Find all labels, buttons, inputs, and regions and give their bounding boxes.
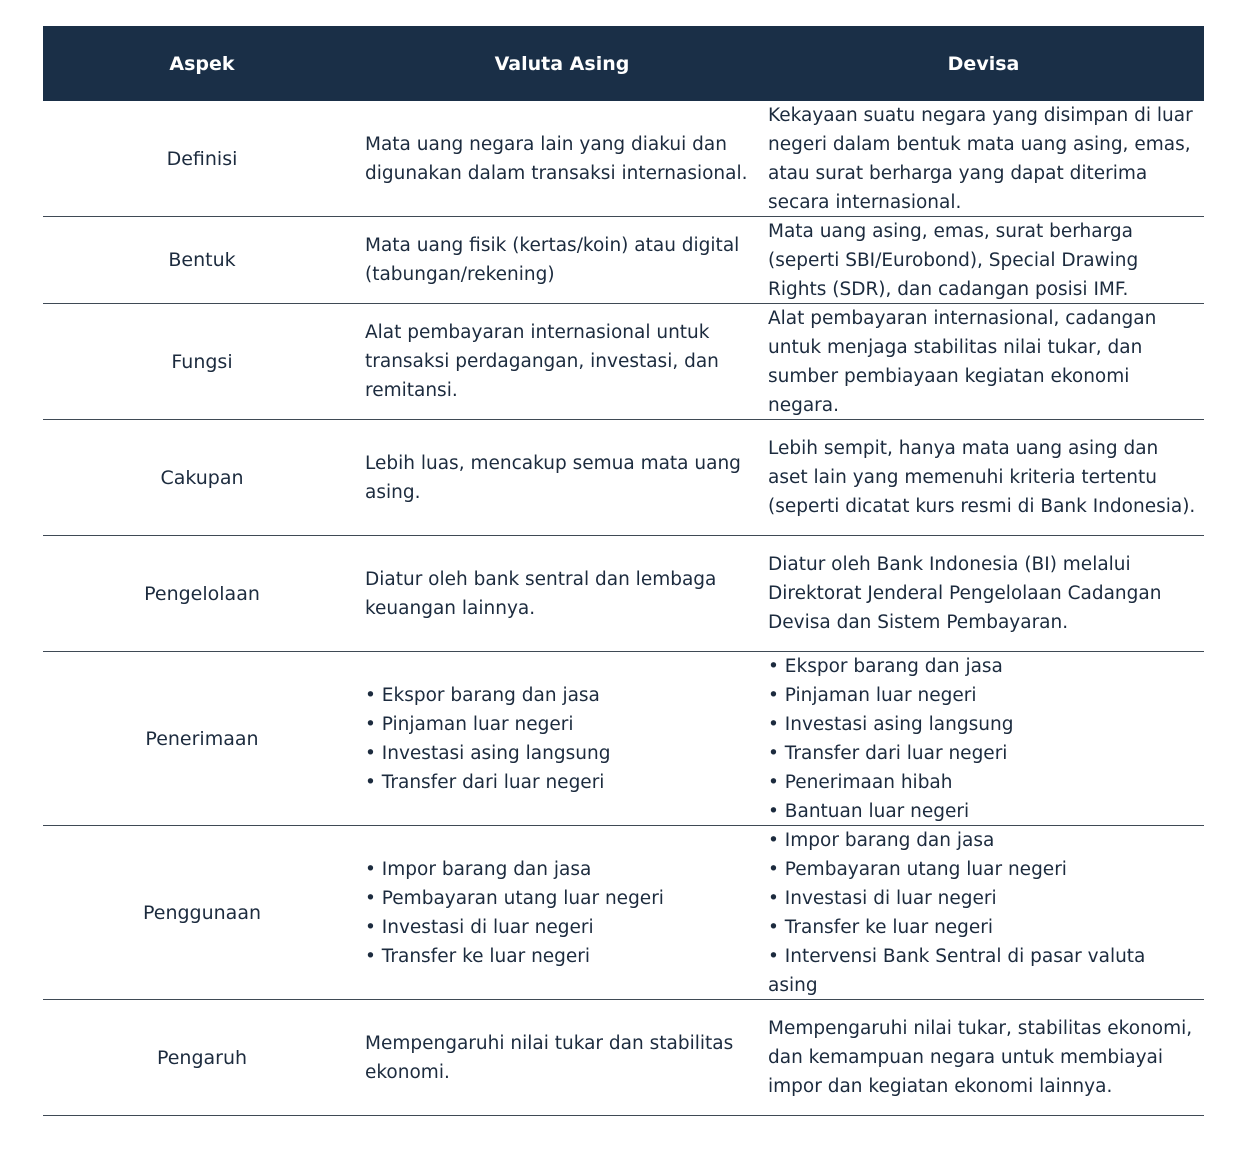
list-item: • Pembayaran utang luar negeri [365, 884, 664, 913]
table-row-pengaruh [43, 1000, 1204, 1116]
cell-devisa: Kekayaan suatu negara yang disimpan di luar negeri dalam bentuk mata uang asing, emas, atau surat berharga yang dapat diterima secara internasional. [768, 104, 1193, 213]
table-row-fungsi [43, 304, 1204, 420]
cell-devisa: Alat pembayaran internasional, cadangan untuk menjaga stabilitas nilai tukar, dan sumber pembiayaan kegiatan ekonomi negara. [768, 307, 1157, 416]
table-row-definisi [43, 101, 1204, 217]
valuta-list [365, 855, 664, 971]
valuta-list [365, 681, 610, 797]
table-row-penerimaan [43, 652, 1204, 826]
header-aspect: Aspek [169, 52, 235, 75]
cell-valuta: Alat pembayaran internasional untuk transaksi perdagangan, investasi, dan remitansi. [365, 322, 719, 401]
cell-valuta: Diatur oleh bank sentral dan lembaga keuangan lainnya. [365, 568, 717, 619]
cell-aspect: Cakupan [160, 466, 244, 489]
list-item: • Ekspor barang dan jasa [768, 652, 1013, 681]
comparison-table [43, 26, 1204, 1116]
cell-devisa: Mempengaruhi nilai tukar, stabilitas ekonomi, dan kemampuan negara untuk membiayai impor dan kegiatan ekonomi lainnya. [768, 1018, 1193, 1097]
table-row-cakupan [43, 420, 1204, 536]
list-item: • Investasi asing langsung [768, 710, 1013, 739]
cell-devisa: Lebih sempit, hanya mata uang asing dan aset lain yang memenuhi kriteria tertentu (seperti dicatat kurs resmi di Bank Indonesia). [768, 438, 1196, 517]
list-item: • Pembayaran utang luar negeri [768, 855, 1198, 884]
list-item: • Pinjaman luar negeri [768, 681, 1013, 710]
list-item: • Transfer ke luar negeri [365, 942, 664, 971]
list-item: • Transfer dari luar negeri [768, 739, 1013, 768]
list-item: • Investasi di luar negeri [365, 913, 664, 942]
cell-valuta: Lebih luas, mencakup semua mata uang asing. [365, 452, 741, 503]
list-item: • Pinjaman luar negeri [365, 710, 610, 739]
cell-aspect: Pengelolaan [144, 582, 260, 605]
list-item: • Impor barang dan jasa [768, 826, 1198, 855]
header-valuta-asing: Valuta Asing [494, 52, 630, 75]
list-item: • Penerimaan hibah [768, 768, 1013, 797]
cell-aspect: Pengaruh [156, 1046, 248, 1069]
cell-valuta: Mata uang negara lain yang diakui dan digunakan dalam transaksi internasional. [365, 133, 748, 184]
list-item: • Transfer ke luar negeri [768, 913, 1198, 942]
cell-aspect: Bentuk [168, 249, 236, 271]
table-row-pengelolaan [43, 536, 1204, 652]
devisa-list [768, 826, 1198, 1000]
cell-aspect: Penggunaan [142, 901, 262, 924]
list-item: • Impor barang dan jasa [365, 855, 664, 884]
cell-valuta: Mata uang fisik (kertas/koin) atau digital (tabungan/rekening) [365, 235, 740, 285]
cell-devisa: Diatur oleh Bank Indonesia (BI) melalui Direktorat Jenderal Pengelolaan Cadangan Devisa dan Sistem Pembayaran. [768, 554, 1162, 633]
cell-aspect: Definisi [166, 147, 238, 170]
header-devisa: Devisa [947, 52, 1020, 75]
table-row-penggunaan [43, 826, 1204, 1000]
cell-valuta: Mempengaruhi nilai tukar dan stabilitas ekonomi. [365, 1032, 734, 1083]
list-item: • Ekspor barang dan jasa [365, 681, 610, 710]
cell-aspect: Fungsi [171, 350, 233, 373]
cell-devisa: Mata uang asing, emas, surat berharga (seperti SBI/Eurobond), Special Drawing Rights (SDR), dan cadangan posisi IMF. [768, 220, 1139, 300]
list-item: • Intervensi Bank Sentral di pasar valuta asing [768, 942, 1198, 1000]
list-item: • Transfer dari luar negeri [365, 768, 610, 797]
table-row-bentuk [43, 217, 1204, 304]
list-item: • Investasi di luar negeri [768, 884, 1198, 913]
cell-aspect: Penerimaan [145, 727, 259, 750]
list-item: • Bantuan luar negeri [768, 797, 1013, 826]
devisa-list [768, 652, 1013, 826]
table-header [43, 26, 1204, 101]
list-item: • Investasi asing langsung [365, 739, 610, 768]
